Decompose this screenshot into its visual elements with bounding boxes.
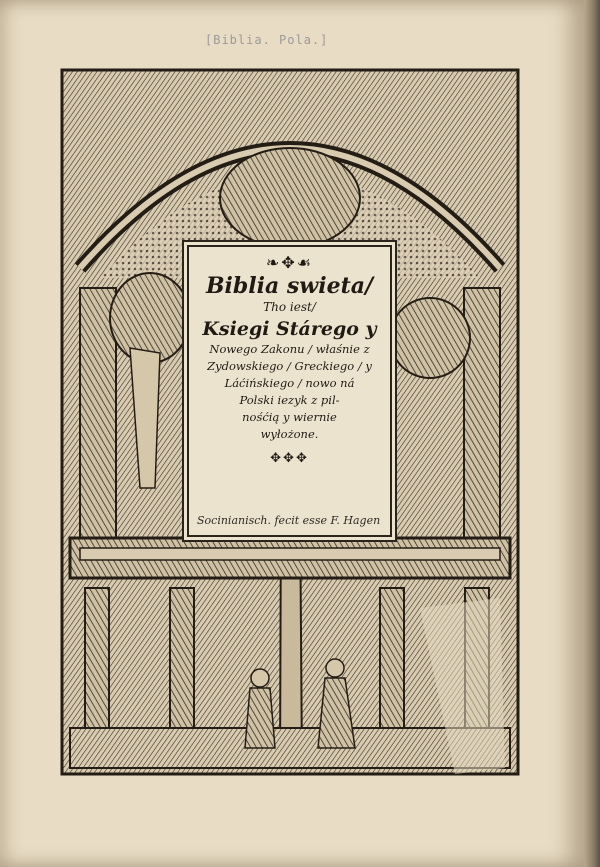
- fleuron-ornament: ❧✥☙: [265, 253, 314, 272]
- title-line-2: Tho iest/: [263, 300, 316, 314]
- title-line-3: Ksiegi Stárego y: [202, 318, 377, 340]
- title-body-line: Nowego Zakonu / właśnie z: [209, 342, 370, 356]
- title-line-1: Biblia swieta/: [205, 273, 374, 299]
- title-body-line: Láćińskiego / nowo ná: [224, 376, 355, 390]
- title-body-line: Polski iezyk z pil-: [239, 393, 340, 407]
- handwritten-annotation: Socinianisch. fecit esse F. Hagen: [197, 514, 381, 527]
- title-cartouche: [187, 245, 392, 537]
- title-body-line: nośćią y wiernie: [242, 410, 337, 424]
- pencil-note: [Biblia. Pola.]: [205, 33, 329, 47]
- page-edge: [584, 0, 600, 867]
- title-body-line: wyłożone.: [260, 427, 319, 441]
- title-body-line: Zydowskiego / Greckiego / y: [207, 359, 372, 373]
- fleuron-ornament-bottom: ✥✥✥: [270, 451, 309, 466]
